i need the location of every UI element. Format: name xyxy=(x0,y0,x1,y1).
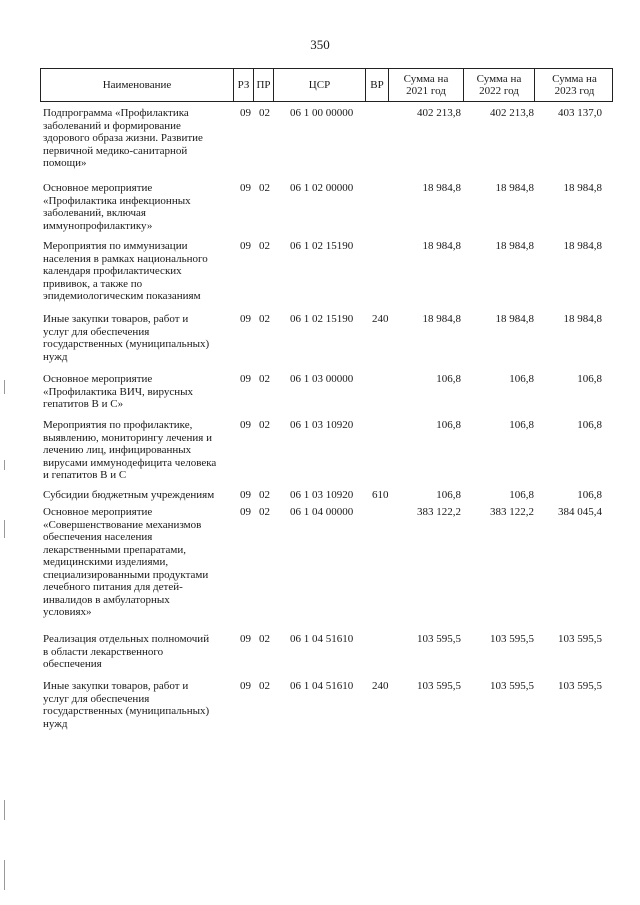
row-sum-2021: 106,8 xyxy=(436,489,461,501)
row-pr: 02 xyxy=(259,182,270,194)
scan-mark xyxy=(4,800,5,820)
row-name: Субсидии бюджетным учреждениям xyxy=(43,489,215,501)
row-name: Реализация отдельных полномочий в области лекарственного обеспечения xyxy=(43,633,210,670)
row-name: Основное мероприятие «Профилактика инфекционных заболеваний, включая иммунопрофилактику» xyxy=(43,182,191,232)
row-pr: 02 xyxy=(259,506,270,518)
row-sum-2023: 18 984,8 xyxy=(563,182,602,194)
row-sum-2023: 18 984,8 xyxy=(563,313,602,325)
row-name: Иные закупки товаров, работ и услуг для обеспечения государственных (муниципальных) нужд xyxy=(43,680,210,730)
row-rz: 09 xyxy=(240,489,251,501)
scan-mark xyxy=(4,520,5,538)
row-sum-2023: 106,8 xyxy=(577,373,602,385)
row-rz: 09 xyxy=(240,680,251,692)
row-pr: 02 xyxy=(259,680,270,692)
row-rz: 09 xyxy=(240,373,251,385)
row-sum-2023: 106,8 xyxy=(577,419,602,431)
row-sum-2022: 18 984,8 xyxy=(495,182,534,194)
row-sum-2022: 383 122,2 xyxy=(490,506,534,518)
row-sum-2021: 402 213,8 xyxy=(417,107,461,119)
row-sum-2022: 106,8 xyxy=(509,489,534,501)
row-csr: 06 1 03 10920 xyxy=(290,419,354,431)
page-number: 350 xyxy=(310,37,330,52)
header-sum-2021: Сумма на 2021 год xyxy=(389,69,464,101)
row-sum-2022: 18 984,8 xyxy=(495,313,534,325)
row-rz: 09 xyxy=(240,419,251,431)
row-csr: 06 1 02 15190 xyxy=(290,313,354,325)
row-sum-2023: 384 045,4 xyxy=(558,506,602,518)
row-rz: 09 xyxy=(240,240,251,252)
row-sum-2023: 18 984,8 xyxy=(563,240,602,252)
row-sum-2021: 383 122,2 xyxy=(417,506,461,518)
header-name: Наименование xyxy=(41,69,234,101)
row-sum-2022: 106,8 xyxy=(509,419,534,431)
row-sum-2021: 18 984,8 xyxy=(422,240,461,252)
row-name: Подпрограмма «Профилактика заболеваний и формирование здорового образа жизни. Развитие первичной медико-санитарной помощи» xyxy=(43,107,203,169)
header-rz: РЗ xyxy=(234,69,254,101)
row-sum-2022: 103 595,5 xyxy=(490,633,534,645)
row-csr: 06 1 04 00000 xyxy=(290,506,354,518)
row-pr: 02 xyxy=(259,489,270,501)
row-sum-2022: 106,8 xyxy=(509,373,534,385)
row-vr: 240 xyxy=(372,313,389,325)
row-pr: 02 xyxy=(259,107,270,119)
row-sum-2021: 103 595,5 xyxy=(417,680,461,692)
header-sum-2023: Сумма на 2023 год xyxy=(552,73,597,97)
row-sum-2021: 103 595,5 xyxy=(417,633,461,645)
row-sum-2023: 103 595,5 xyxy=(558,633,602,645)
row-sum-2021: 106,8 xyxy=(436,419,461,431)
header-vr: ВР xyxy=(366,69,389,101)
row-sum-2022: 103 595,5 xyxy=(490,680,534,692)
row-sum-2021: 106,8 xyxy=(436,373,461,385)
row-rz: 09 xyxy=(240,313,251,325)
row-sum-2022: 18 984,8 xyxy=(495,240,534,252)
header-pr: ПР xyxy=(254,69,274,101)
header-csr: ЦСР xyxy=(274,69,366,101)
row-sum-2023: 103 595,5 xyxy=(558,680,602,692)
row-name: Основное мероприятие «Профилактика ВИЧ, вирусных гепатитов В и С» xyxy=(43,373,194,410)
row-rz: 09 xyxy=(240,107,251,119)
row-vr: 240 xyxy=(372,680,389,692)
row-csr: 06 1 03 00000 xyxy=(290,373,354,385)
row-pr: 02 xyxy=(259,373,270,385)
scan-mark xyxy=(4,460,5,470)
row-name: Иные закупки товаров, работ и услуг для обеспечения государственных (муниципальных) нужд xyxy=(43,313,210,363)
row-rz: 09 xyxy=(240,633,251,645)
row-csr: 06 1 04 51610 xyxy=(290,633,354,645)
row-pr: 02 xyxy=(259,240,270,252)
row-name: Мероприятия по иммунизации населения в рамках национального календаря профилактических прививок, а также по эпидемиологическим показаниям xyxy=(43,240,208,302)
row-sum-2021: 18 984,8 xyxy=(422,313,461,325)
row-sum-2022: 402 213,8 xyxy=(490,107,534,119)
row-name: Мероприятия по профилактике, выявлению, мониторингу лечения и лечению лиц, инфицированных вирусами иммунодефицита человека и гепатитов В и С xyxy=(43,419,217,481)
row-pr: 02 xyxy=(259,313,270,325)
row-rz: 09 xyxy=(240,506,251,518)
row-vr: 610 xyxy=(372,489,389,501)
row-sum-2023: 403 137,0 xyxy=(558,107,602,119)
row-name: Основное мероприятие «Совершенствование механизмов обеспечения населения лекарственными препаратами, медицинскими изделиями, специализированными продуктами лечебного питания для детей- инвалидов в амбулаторных условиях» xyxy=(43,506,209,618)
row-sum-2021: 18 984,8 xyxy=(422,182,461,194)
row-csr: 06 1 04 51610 xyxy=(290,680,354,692)
scan-mark xyxy=(4,860,5,890)
row-csr: 06 1 00 00000 xyxy=(290,107,354,119)
row-pr: 02 xyxy=(259,633,270,645)
table-header xyxy=(40,68,613,102)
row-rz: 09 xyxy=(240,182,251,194)
row-sum-2023: 106,8 xyxy=(577,489,602,501)
scan-mark xyxy=(4,380,5,394)
row-csr: 06 1 02 00000 xyxy=(290,182,354,194)
header-sum-2022: Сумма на 2022 год xyxy=(464,69,535,101)
row-csr: 06 1 02 15190 xyxy=(290,240,354,252)
row-pr: 02 xyxy=(259,419,270,431)
row-csr: 06 1 03 10920 xyxy=(290,489,354,501)
